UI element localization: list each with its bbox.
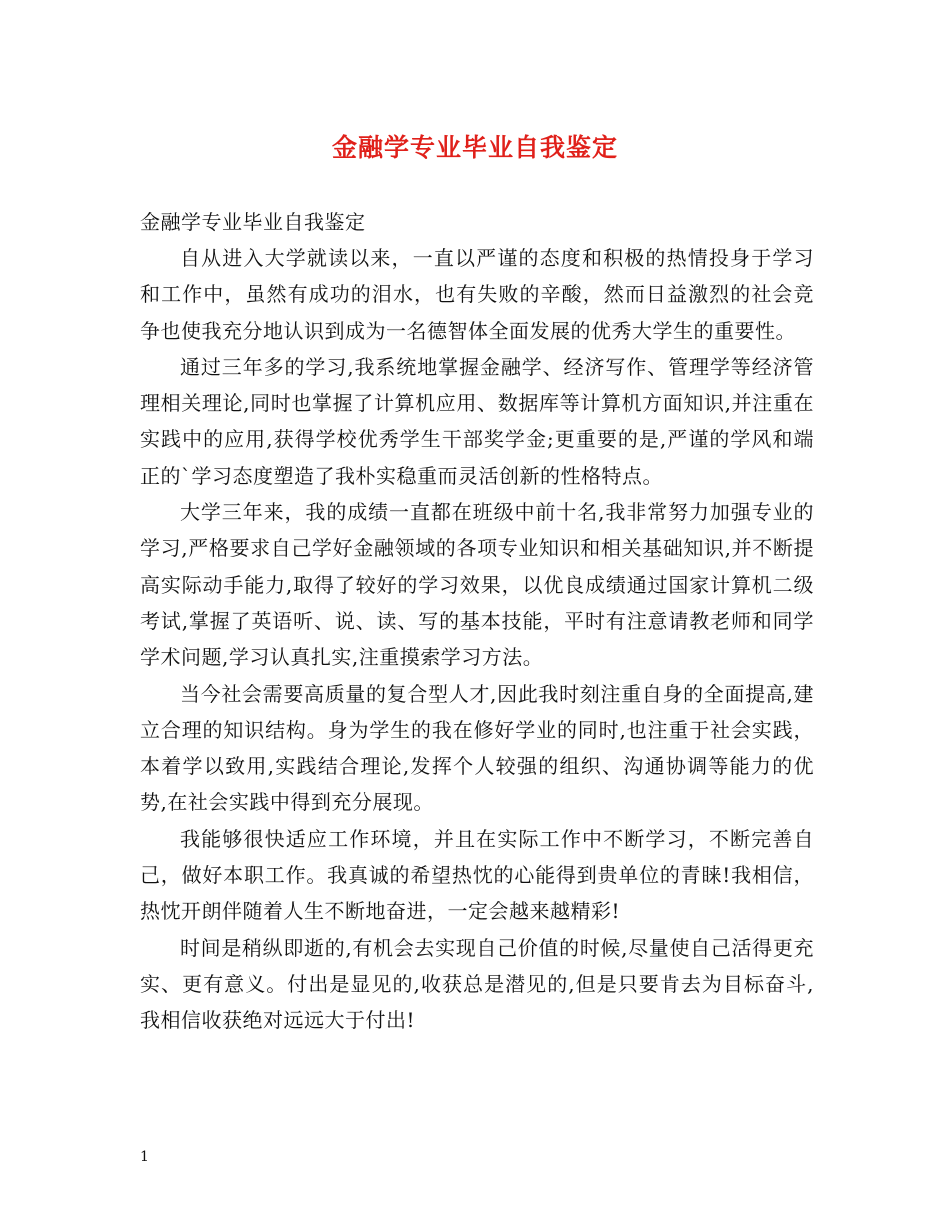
paragraph-4: 当今社会需要高质量的复合型人才,因此我时刻注重自身的全面提高,建立合理的知识结构。身为学生的我在修好学业的同时,也注重于社会实践，本着学以致用,实践结合理论,发挥个人较强的组织、沟通协调等能力的优势,在社会实践中得到充分展现。 [140, 681, 814, 815]
paragraph-6: 时间是稍纵即逝的,有机会去实现自己价值的时候,尽量使自己活得更充实、更有意义。付出是显见的,收获总是潜见的,但是只要肯去为目标奋斗,我相信收获绝对远远大于付出! [140, 935, 814, 1033]
paragraph-2: 通过三年多的学习,我系统地掌握金融学、经济写作、管理学等经济管理相关理论,同时也掌握了计算机应用、数据库等计算机方面知识,并注重在实践中的应用,获得学校优秀学生干部奖学金;更重要的是,严谨的学风和端正的`学习态度塑造了我朴实稳重而灵活创新的性格特点。 [140, 354, 814, 488]
paragraph-1: 自从进入大学就读以来，一直以严谨的态度和积极的热情投身于学习和工作中，虽然有成功的泪水，也有失败的辛酸，然而日益激烈的社会竞争也使我充分地认识到成为一名德智体全面发展的优秀大学生的重要性。 [140, 246, 814, 343]
paragraph-3: 大学三年来，我的成绩一直都在班级中前十名,我非常努力加强专业的学习,严格要求自己学好金融领域的各项专业知识和相关基础知识,并不断提高实际动手能力,取得了较好的学习效果，以优良成绩通过国家计算机二级考试,掌握了英语听、说、读、写的基本技能，平时有注意请教老师和同学学术问题,学习认真扎实,注重摸索学习方法。 [140, 500, 814, 670]
document-body [140, 204, 814, 1039]
page-number: 1 [140, 1149, 149, 1165]
document-title: 金融学专业毕业自我鉴定 [331, 133, 618, 162]
document-subtitle: 金融学专业毕业自我鉴定 [140, 210, 366, 234]
paragraph-5: 我能够很快适应工作环境，并且在实际工作中不断学习，不断完善自己，做好本职工作。我真诚的希望热忱的心能得到贵单位的青睐!我相信，热忱开朗伴随着人生不断地奋进，一定会越来越精彩! [140, 826, 814, 924]
